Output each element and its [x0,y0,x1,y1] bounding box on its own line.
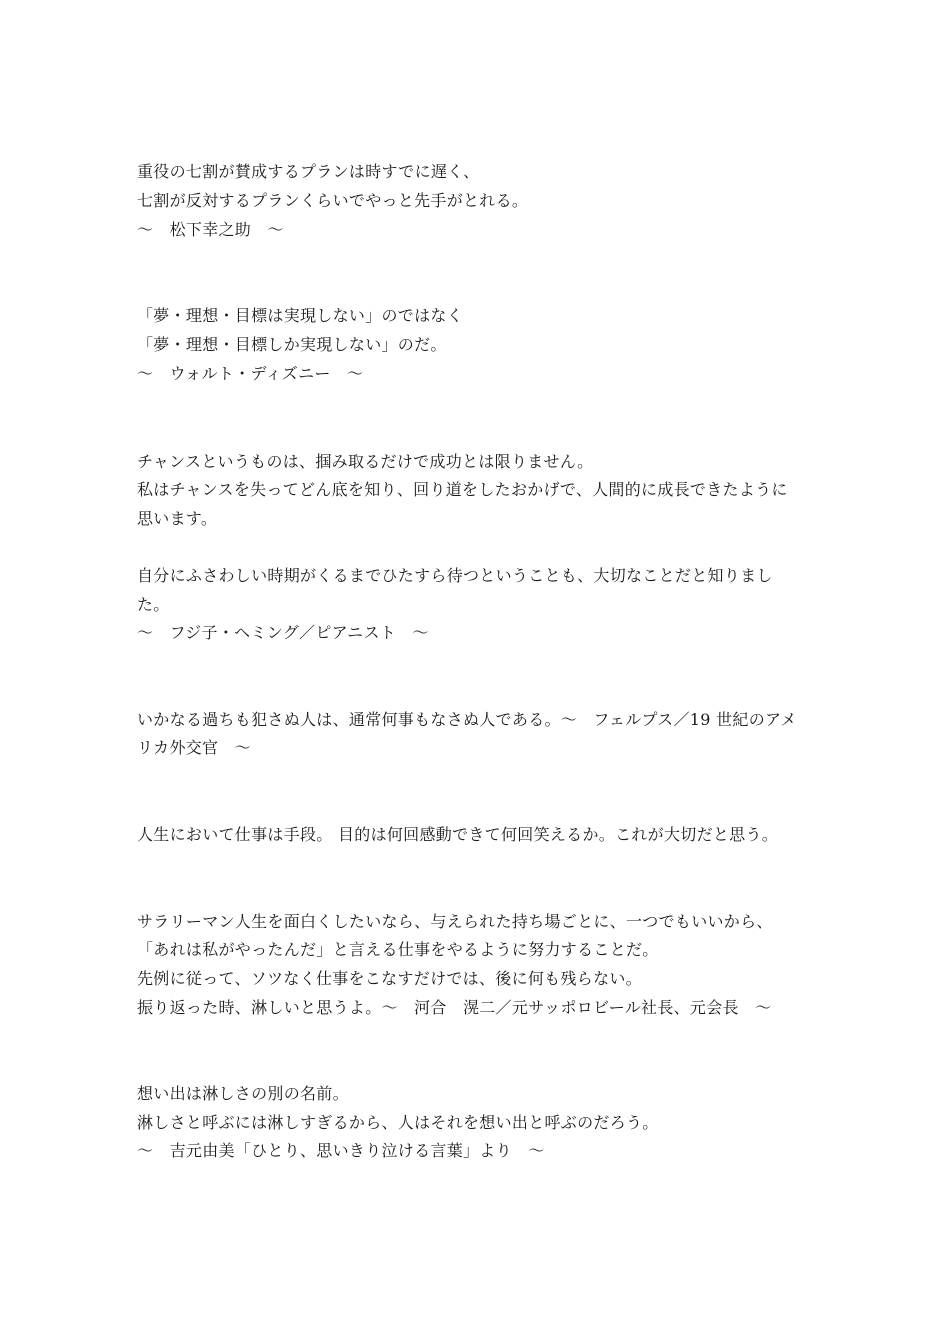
quote-line: た。 [137,595,170,614]
quote-line: 七割が反対するプランくらいでやっと先手がとれる。 [137,191,529,210]
quote-line: サラリーマン人生を面白くしたいなら、与えられた持ち場ごとに、一つでもいいから、 [137,912,773,931]
quote-attribution: ～ フジ子・ヘミング／ピアニスト ～ [137,623,429,642]
quote-line: 振り返った時、淋しいと思うよ。～ 河合 滉二／元サッポロビール社長、元会長 ～ [137,998,772,1017]
quote-line: 自分にふさわしい時期がくるまでひたすら待つということも、大切なことだと知りまし [137,566,773,585]
quote-line: 「あれは私がやったんだ」と言える仕事をやるように努力することだ。 [137,940,659,959]
quote-line: いかなる過ちも犯さぬ人は、通常何事もなさぬ人である。～ フェルプス／19 世紀のアメ [137,710,797,729]
quote-line: 想い出は淋しさの別の名前。 [137,1084,349,1103]
quote-line: 「夢・理想・目標は実現しない」のではなく [137,306,464,325]
quote-line: 人生において仕事は手段。 目的は何回感動できて何回笑えるか。これが大切だと思う。 [137,825,779,844]
quote-line: 「夢・理想・目標しか実現しない」のだ。 [137,335,447,354]
quote-attribution: ～ 松下幸之助 ～ [137,220,284,239]
quote-line: チャンスというものは、掴み取るだけで成功とは限りません。 [137,452,594,471]
quote-line: リカ外交官 ～ [137,738,251,757]
quote-line: 先例に従って、ソツなく仕事をこなすだけでは、後に何も残らない。 [137,969,642,988]
quote-attribution: ～ ウォルト・ディズニー ～ [137,364,364,383]
quote-line: 思います。 [137,509,218,528]
quote-line: 私はチャンスを失ってどん底を知り、回り道をしたおかげで、人間的に成長できたように [137,480,788,499]
quote-line: 重役の七割が賛成するプランは時すでに遅く、 [137,162,480,181]
quote-attribution: ～ 吉元由美「ひとり、思いきり泣ける言葉」より ～ [137,1141,545,1160]
quote-line: 淋しさと呼ぶには淋しすぎるから、人はそれを想い出と呼ぶのだろう。 [137,1113,659,1132]
